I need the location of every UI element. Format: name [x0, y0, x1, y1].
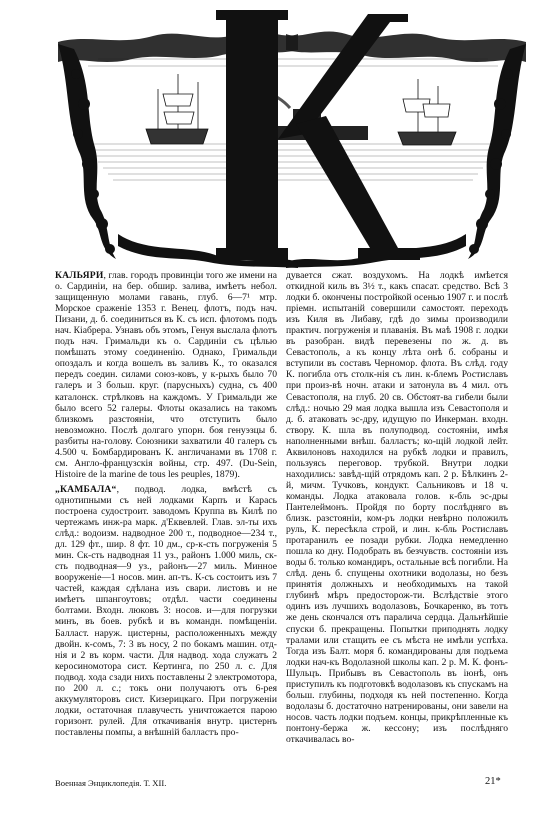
right-column	[286, 270, 508, 770]
initial-letter-text: К	[252, 144, 253, 145]
source-line: Военная Энциклопедія. Т. XII.	[55, 778, 167, 788]
left-column	[55, 270, 277, 770]
article-kambala-continued	[286, 270, 508, 745]
article-kambala	[55, 484, 277, 738]
article-kalyari	[55, 270, 277, 480]
decorative-initial-header	[58, 4, 526, 269]
page-footer	[55, 776, 501, 792]
article-text: , подвод. лодка, вмѣстѣ съ однотипными съ ней лодками Карпъ и Карась построена судостроит. заводомъ Круппа въ Килѣ по чертежамъ инж-ра марк. д'Еквевлей. Глав. эл-ты ихъ слѣд.: водоизм. надводное 200 т., подводное—234 т., дл. 129 фт., шир. 8 фт. 10 дм., ср-к-сть погруженія 5 мин. Ск-сть надводная 11 уз., районъ 1.000 миль, ск-сть подводная—9 уз., районъ—27 миль. Минное вооруженіе—1 носов. мин. ап-тъ. К-съ состоитъ изъ 7 частей, каждая сдѣлана изъ свари. листовъ и не имѣетъ шпангоутовъ; отдѣл. части соединены болтами. Входн. люковъ 3: носов. и—для погрузки минъ, въ боев. рубкѣ и въ командн. помѣщеніи. Балласт. наруж. цистерны, расположенныхъ между двойн. к-сомъ, 7: 3 въ носу, 2 по бокамъ машин. отд-нія и 2 въ корм. части. Для надвод. хода служатъ 2 керосиномотора сист. Кертинга, по 250 л. с. Для подвод. хода сзади нихъ поставлены 2 электромотора, по 200 л. с.; токъ они получаютъ отъ 6-рея аккумуляторовъ сист. Кизерицкаго. При погруженіи лодки, остаточная плавучесть уничтожается парою горизонт. рулей. Для откачиванія внутр. цистернъ поставлены помпы, а внѣшній балластъ про-	[55, 483, 277, 738]
article-text: , глав. городъ провинціи того же имени на о. Сардиніи, на бер. обшир. залива, имѣетъ небол. защищенную молами гавань, глуб. 6—7¹ мтр. Морское сраженіе 1353 г. Венец. флотъ, подъ нач. Пизани, д. б. соединиться въ К. съ исп. флотомъ подъ нач. Кіабрера. Узнавъ объ этомъ, Генуя выслала флотъ подъ нач. Гримальди къ о. Сардиніи съ цѣлью помѣшать этому соединенію. Однако, Гримальди опоздалъ и когда вошелъ въ заливъ К., то оказался передъ соедин. силами союз-ковъ, у к-рыхъ было 70 галеръ и 3 больш. круг. (парусныхъ) судна, съ 400 каталонск. стрѣлковъ на каждомъ. У Гримальди же было всего 52 галеры. Флоты оказались на такомъ близкомъ разстояніи, что отступить было невозможно. Послѣ долгаго упорн. боя генуэзцы б. разбиты на-голову. Союзники захватили 40 галеръ съ 4.500 ч. Бомбардированъ К. англичанами въ 1708 г. см. Англо-французскія войны, стр. 497. (Du-Sein, Histoire de la marine de tous les peuples, 1879).	[55, 270, 277, 480]
article-text: дувается сжат. воздухомъ. На лодкѣ имѣется откидной киль въ 3½ т., какъ спасат. средство. Всѣ 3 лодки б. окончены постройкой осенью 1907 г. и послѣ пріемн. испытаній совершили самостоят. переходъ изъ Киля въ Либаву, гдѣ до зимы производили практич. погруженія и плаванія. Въ маѣ 1908 г. лодки въ разобран. видѣ перевезены по ж. д. въ Севастополь, а къ концу лѣта онѣ б. собраны и вступили въ составъ Черномор. флота. Въ слѣд. году К. погибла отъ столк-нія съ лин. к-блемъ Ростиславъ при произ-вѣ ночн. атаки и затонула въ 4 мил. отъ Севастополя, на глуб. 20 св. Обстоят-ва гибели были слѣд.: ночью 29 мая лодка вышла изъ Севастополя и д. б. атаковать эс-дру, идущую по Инкерман. входн. створу. К. шла въ полуподвод. состояніи, имѣя наполненными внѣш. балластъ; ко-щій лодкой лейт. Аквилоновъ находился на рубкѣ лодки и правилъ, пользуясь переговор. трубкой. Внутри лодки находились: завѣд-щій отрядомъ кап. 2 р. Бѣлкинъ 2-й, мичм. Тучковъ, кондукт. Сальниковъ и 18 ч. команды. Лодка атаковала голов. к-бль эс-дры Пантелеймонъ. Пройдя по борту послѣдняго въ близк. разстояніи, ком-ръ лодки невѣрно положилъ руль, К. пересѣкла строй, и лин. к-бль Ростиславъ протаранилъ ее позади рубки. Лодка немедленно пошла ко дну. Подобрать въ безчувств. состояніи изъ воды б. только командиръ, остальные всѣ погибли. На слѣд. день б. спущены охотники водолазы, но безъ принятія должныхъ и необходимыхъ на такой глубинѣ мѣръ предосторож-ти. Вслѣдствіе этого одинъ изъ лучшихъ водолазовъ, Бочкаренко, въ тотъ же день скончался отъ паралича сердца. Дальнѣйшіе спуски б. прекращены. Попытки приподнять лодку тралами или стащить ее съ мѣста не имѣли успѣха. Тогда изъ Балт. моря б. командированы для подъема лодки нач-къ Водолазной школы кап. 2 р. М. К. фонъ-Шульцъ. Прибывъ въ Севастополь въ іюнѣ, онъ приступилъ къ подготовкѣ водолазовъ къ спускамъ на больш. глубины, подходя къ ней постепенно. Когда водолазы б. достаточно натренированы, они завели на носов. часть лодки подъем. концы, прикрѣпленные къ понтону-бержа ж. кессону; изъ послѣдняго откачивалась во-	[286, 270, 508, 745]
headword: „КАМБАЛА“	[55, 483, 117, 495]
page-number: 21*	[485, 776, 501, 787]
headword: КАЛЬЯРИ	[55, 270, 104, 281]
foliage-ornament-top	[58, 31, 526, 62]
